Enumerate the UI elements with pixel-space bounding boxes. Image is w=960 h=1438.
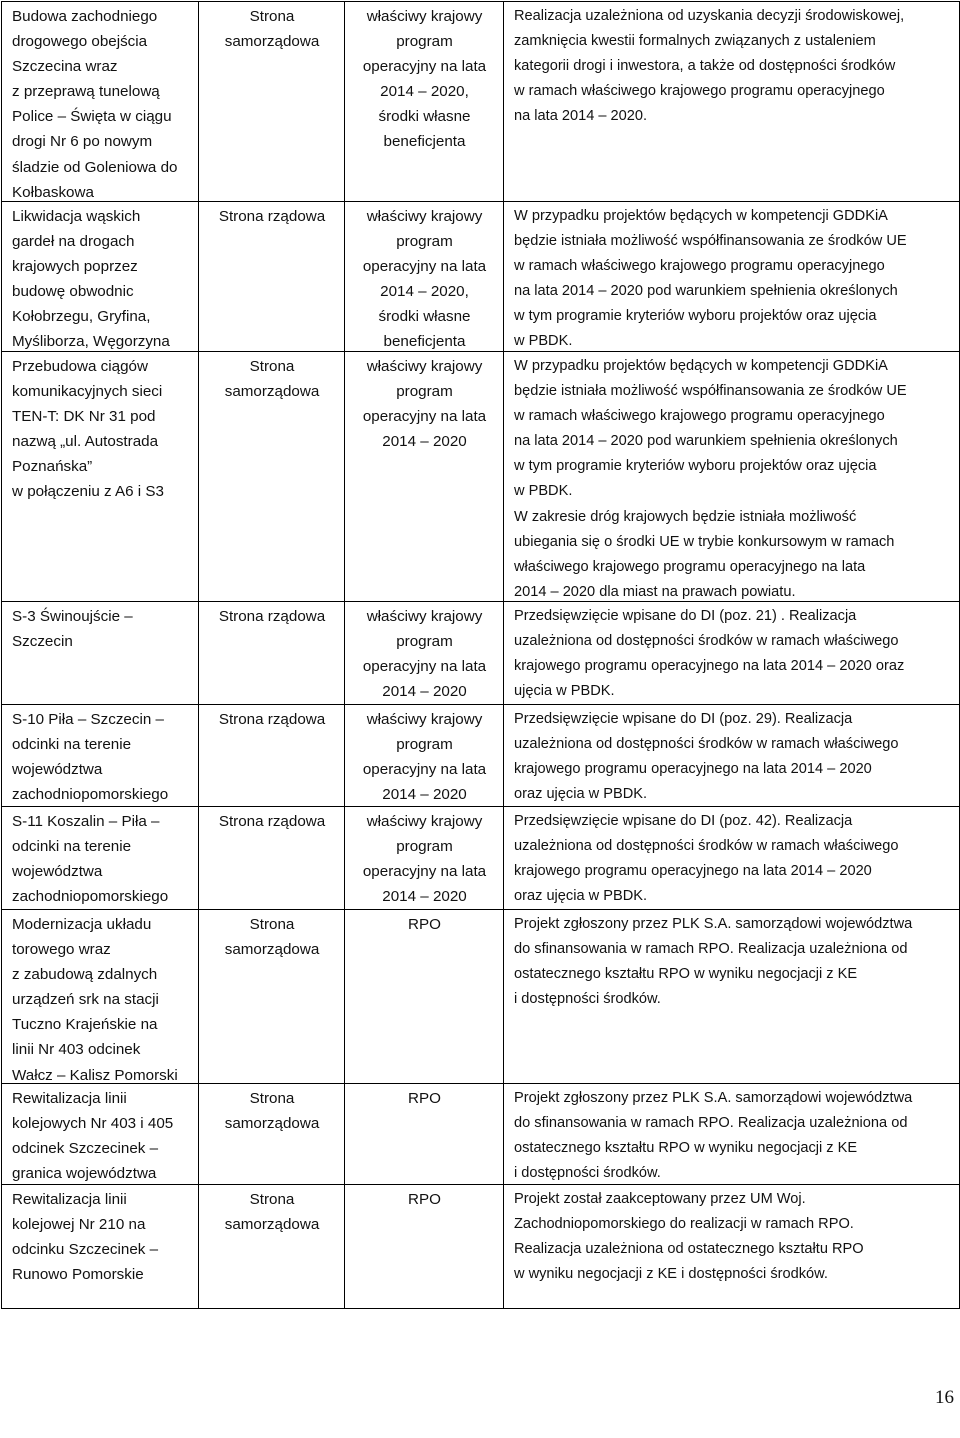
funding-program-line: środki własne [378, 308, 471, 326]
notes-line: krajowego programu operacyjnego na lata 2014 – 2020 [514, 761, 872, 778]
notes-line: na lata 2014 – 2020 pod warunkiem spełnienia określonych [514, 283, 898, 300]
table-cell-notes [504, 910, 960, 1084]
notes-line: uzależniona od dostępności środków w ramach właściwego [514, 633, 899, 650]
project-name-line: drogowego obejścia [12, 33, 148, 51]
notes-line: Realizacja uzależniona od ostatecznego kształtu RPO [514, 1241, 864, 1258]
projects-table [1, 1, 960, 1309]
table-cell-responsible-party [199, 2, 345, 202]
funding-program-line: środki własne [378, 108, 471, 126]
project-name-line: województwa [12, 761, 103, 779]
table-cell-notes [504, 2, 960, 202]
notes-line: kategorii drogi i inwestora, a także od dostępności środków [514, 58, 896, 75]
table-cell-responsible-party [199, 602, 345, 705]
responsible-party-line: samorządowa [224, 383, 320, 401]
project-name-line: Runowo Pomorskie [12, 1266, 144, 1284]
table-cell-responsible-party [199, 1084, 345, 1185]
notes-line: ostatecznego kształtu RPO w wyniku negocjacji z KE [514, 1140, 858, 1157]
notes-line: właściwego krajowego programu operacyjnego na lata [514, 558, 866, 575]
project-name-line: gardeł na drogach [12, 233, 135, 251]
project-name-line: Kołobrzegu, Gryfina, [12, 308, 151, 326]
funding-program-line: właściwy krajowy [366, 813, 483, 830]
funding-program-line: RPO [408, 1191, 441, 1208]
project-name-line: z przeprawą tunelową [12, 83, 160, 101]
project-name-line: Tuczno Krajeńskie na [12, 1016, 158, 1034]
notes-line: uzależniona od dostępności środków w ramach właściwego [514, 736, 899, 753]
responsible-party-line: samorządowa [224, 1115, 320, 1133]
notes-line: i dostępności środków. [514, 991, 661, 1008]
project-name-line: Wałcz – Kalisz Pomorski [12, 1066, 178, 1084]
table-cell-funding-program [345, 2, 504, 202]
table-row [2, 705, 960, 807]
notes-line: na lata 2014 – 2020. [514, 108, 648, 125]
page-number: 16 [935, 1387, 954, 1408]
table-row [2, 2, 960, 202]
project-name-line: Przebudowa ciągów [12, 358, 148, 375]
table-row [2, 1185, 960, 1309]
funding-program-line: 2014 – 2020, [380, 283, 469, 301]
funding-program-line: beneficjenta [383, 133, 466, 151]
notes-line: 2014 – 2020 dla miast na prawach powiatu. [514, 583, 796, 600]
notes-line: do sfinansowania w ramach RPO. Realizacja uzależniona od [514, 1115, 908, 1132]
funding-program-line: operacyjny na lata [362, 658, 487, 676]
notes-line: ostatecznego kształtu RPO w wyniku negocjacji z KE [514, 966, 858, 983]
responsible-party-line: Strona [249, 8, 295, 25]
table-row [2, 602, 960, 705]
funding-program-line: program [396, 33, 453, 51]
table-cell-funding-program [345, 705, 504, 807]
notes-line: w ramach właściwego krajowego programu operacyjnego [514, 83, 885, 100]
notes-line: Projekt zgłoszony przez PLK S.A. samorządowi województwa [514, 916, 913, 932]
responsible-party-line: samorządowa [224, 33, 320, 51]
table-row [2, 1084, 960, 1185]
table-cell-funding-program [345, 1084, 504, 1185]
table-row [2, 352, 960, 602]
responsible-party-line: samorządowa [224, 1216, 320, 1234]
notes-line: Projekt zgłoszony przez PLK S.A. samorządowi województwa [514, 1090, 913, 1106]
notes-line: krajowego programu operacyjnego na lata 2014 – 2020 [514, 863, 872, 880]
notes-line: w wyniku negocjacji z KE i dostępności środków. [514, 1266, 828, 1283]
project-name-line: TEN-T: DK Nr 31 pod [12, 408, 156, 426]
project-name-line: nazwą „ul. Autostrada [12, 433, 159, 451]
funding-program-line: operacyjny na lata [362, 863, 487, 881]
project-name-line: S-3 Świnoujście – [12, 608, 133, 625]
responsible-party-line: Strona [249, 1191, 295, 1208]
notes-line: w tym programie kryteriów wyboru projektów oraz ujęcia [514, 308, 877, 325]
funding-program-line: program [396, 233, 453, 251]
funding-program-line: właściwy krajowy [366, 208, 483, 225]
table-cell-project-name [2, 202, 199, 352]
notes-line: krajowego programu operacyjnego na lata 2014 – 2020 oraz [514, 658, 905, 675]
notes-line: będzie istniała możliwość współfinansowania ze środków UE [514, 383, 907, 400]
project-name-line: śladzie od Goleniowa do [12, 158, 178, 176]
table-cell-project-name [2, 352, 199, 602]
responsible-party-line: Strona rządowa [218, 208, 326, 225]
project-name-line: zachodniopomorskiego [12, 888, 169, 906]
funding-program-line: beneficjenta [383, 333, 466, 351]
funding-program-line: operacyjny na lata [362, 408, 487, 426]
project-name-line: Rewitalizacja linii [12, 1090, 127, 1107]
notes-line: oraz ujęcia w PBDK. [514, 888, 648, 905]
notes-line: Przedsięwzięcie wpisane do DI (poz. 42). Realizacja [514, 813, 853, 829]
notes-line: na lata 2014 – 2020 pod warunkiem spełnienia określonych [514, 433, 898, 450]
table-cell-responsible-party [199, 705, 345, 807]
table-cell-project-name [2, 807, 199, 910]
notes-line: zamknięcia kwestii formalnych związanych z ustaleniem [514, 33, 876, 50]
notes-line: Przedsięwzięcie wpisane do DI (poz. 29). Realizacja [514, 711, 853, 727]
project-name-line: krajowych poprzez [12, 258, 138, 276]
project-name-line: Myśliborza, Węgorzyna [12, 333, 170, 351]
project-name-line: Modernizacja układu [12, 916, 152, 933]
notes-line: w tym programie kryteriów wyboru projektów oraz ujęcia [514, 458, 877, 475]
funding-program-line: 2014 – 2020 [382, 683, 467, 701]
table-cell-funding-program [345, 202, 504, 352]
project-name-line: odcinki na terenie [12, 838, 132, 856]
notes-line: ubiegania się o środki UE w trybie konkursowym w ramach [514, 533, 895, 550]
funding-program-line: 2014 – 2020, [380, 83, 469, 101]
notes-line: uzależniona od dostępności środków w ramach właściwego [514, 838, 899, 855]
table-cell-funding-program [345, 1185, 504, 1309]
table-cell-responsible-party [199, 1185, 345, 1309]
project-name-line: S-10 Piła – Szczecin – [12, 711, 164, 728]
notes-line: będzie istniała możliwość współfinansowania ze środków UE [514, 233, 907, 250]
responsible-party-line: Strona [249, 1090, 295, 1107]
project-name-line: torowego wraz [12, 941, 111, 959]
table-cell-notes [504, 705, 960, 807]
project-name-line: odcinku Szczecinek – [12, 1241, 159, 1259]
project-name-line: z zabudową zdalnych [12, 966, 158, 984]
notes-line: w ramach właściwego krajowego programu operacyjnego [514, 258, 885, 275]
table-cell-project-name [2, 705, 199, 807]
table-cell-funding-program [345, 910, 504, 1084]
project-name-line: komunikacyjnych sieci [12, 383, 163, 401]
table-cell-project-name [2, 2, 199, 202]
table-cell-notes [504, 602, 960, 705]
responsible-party-line: samorządowa [224, 941, 320, 959]
responsible-party-line: Strona rządowa [218, 813, 326, 830]
table-cell-project-name [2, 1084, 199, 1185]
project-name-line: urządzeń srk na stacji [12, 991, 159, 1009]
table-row [2, 807, 960, 910]
funding-program-line: program [396, 838, 453, 856]
table-cell-notes [504, 807, 960, 910]
project-name-line: Budowa zachodniego [12, 8, 158, 25]
project-name-line: drogi Nr 6 po nowym [12, 133, 153, 151]
table-cell-project-name [2, 910, 199, 1084]
table-cell-responsible-party [199, 352, 345, 602]
project-name-line: kolejowych Nr 403 i 405 [12, 1115, 174, 1133]
funding-program-line: 2014 – 2020 [382, 888, 467, 906]
funding-program-line: właściwy krajowy [366, 8, 483, 25]
funding-program-line: operacyjny na lata [362, 58, 487, 76]
table-cell-notes [504, 202, 960, 352]
notes-line: Przedsięwzięcie wpisane do DI (poz. 21) . Realizacja [514, 608, 857, 624]
table-cell-responsible-party [199, 202, 345, 352]
funding-program-line: operacyjny na lata [362, 761, 487, 779]
notes-line: w ramach właściwego krajowego programu operacyjnego [514, 408, 885, 425]
funding-program-line: operacyjny na lata [362, 258, 487, 276]
project-name-line: budowę obwodnic [12, 283, 134, 301]
notes-line: w PBDK. [514, 333, 573, 350]
table-cell-notes [504, 1185, 960, 1309]
funding-program-line: RPO [408, 916, 441, 933]
funding-program-line: 2014 – 2020 [382, 433, 467, 451]
project-name-line: Szczecina wraz [12, 58, 118, 76]
notes-line: W przypadku projektów będących w kompetencji GDDKiA [514, 358, 888, 374]
project-name-line: w połączeniu z A6 i S3 [12, 483, 164, 501]
project-name-line: Poznańska” [12, 458, 93, 476]
project-name-line: województwa [12, 863, 103, 881]
table-cell-funding-program [345, 602, 504, 705]
project-name-line: zachodniopomorskiego [12, 786, 169, 804]
table-cell-funding-program [345, 352, 504, 602]
project-name-line: odcinek Szczecinek – [12, 1140, 159, 1158]
table-cell-funding-program [345, 807, 504, 910]
notes-line: Projekt został zaakceptowany przez UM Woj. [514, 1191, 806, 1207]
funding-program-line: 2014 – 2020 [382, 786, 467, 804]
table-row [2, 910, 960, 1084]
table-cell-notes [504, 1084, 960, 1185]
funding-program-line: właściwy krajowy [366, 711, 483, 728]
notes-line: Zachodniopomorskiego do realizacji w ramach RPO. [514, 1216, 854, 1233]
table-cell-responsible-party [199, 807, 345, 910]
project-name-line: Rewitalizacja linii [12, 1191, 127, 1208]
funding-program-line: właściwy krajowy [366, 358, 483, 375]
notes-line: w PBDK. [514, 483, 573, 500]
notes-line: W przypadku projektów będących w kompetencji GDDKiA [514, 208, 888, 224]
funding-program-line: RPO [408, 1090, 441, 1107]
project-name-line: granica województwa [12, 1165, 157, 1183]
project-name-line: Police – Święta w ciągu [12, 108, 172, 126]
table-cell-responsible-party [199, 910, 345, 1084]
project-name-line: kolejowej Nr 210 na [12, 1216, 146, 1234]
table-cell-project-name [2, 602, 199, 705]
project-name-line: Likwidacja wąskich [12, 208, 141, 225]
funding-program-line: program [396, 633, 453, 651]
notes-line: Realizacja uzależniona od uzyskania decyzji środowiskowej, [514, 8, 905, 24]
notes-line: W zakresie dróg krajowych będzie istniała możliwość [514, 508, 857, 525]
responsible-party-line: Strona [249, 916, 295, 933]
table-cell-project-name [2, 1185, 199, 1309]
funding-program-line: program [396, 736, 453, 754]
project-name-line: linii Nr 403 odcinek [12, 1041, 141, 1059]
notes-line: i dostępności środków. [514, 1165, 661, 1182]
responsible-party-line: Strona rządowa [218, 711, 326, 728]
notes-line: do sfinansowania w ramach RPO. Realizacja uzależniona od [514, 941, 908, 958]
table-row [2, 202, 960, 352]
project-name-line: Kołbaskowa [12, 183, 94, 201]
responsible-party-line: Strona rządowa [218, 608, 326, 625]
responsible-party-line: Strona [249, 358, 295, 375]
project-name-line: S-11 Koszalin – Piła – [12, 813, 160, 830]
projects-table-body [2, 2, 960, 1309]
project-name-line: Szczecin [12, 633, 73, 651]
funding-program-line: właściwy krajowy [366, 608, 483, 625]
notes-line: oraz ujęcia w PBDK. [514, 786, 648, 803]
funding-program-line: program [396, 383, 453, 401]
table-cell-notes [504, 352, 960, 602]
notes-line: ujęcia w PBDK. [514, 683, 615, 700]
project-name-line: odcinki na terenie [12, 736, 132, 754]
